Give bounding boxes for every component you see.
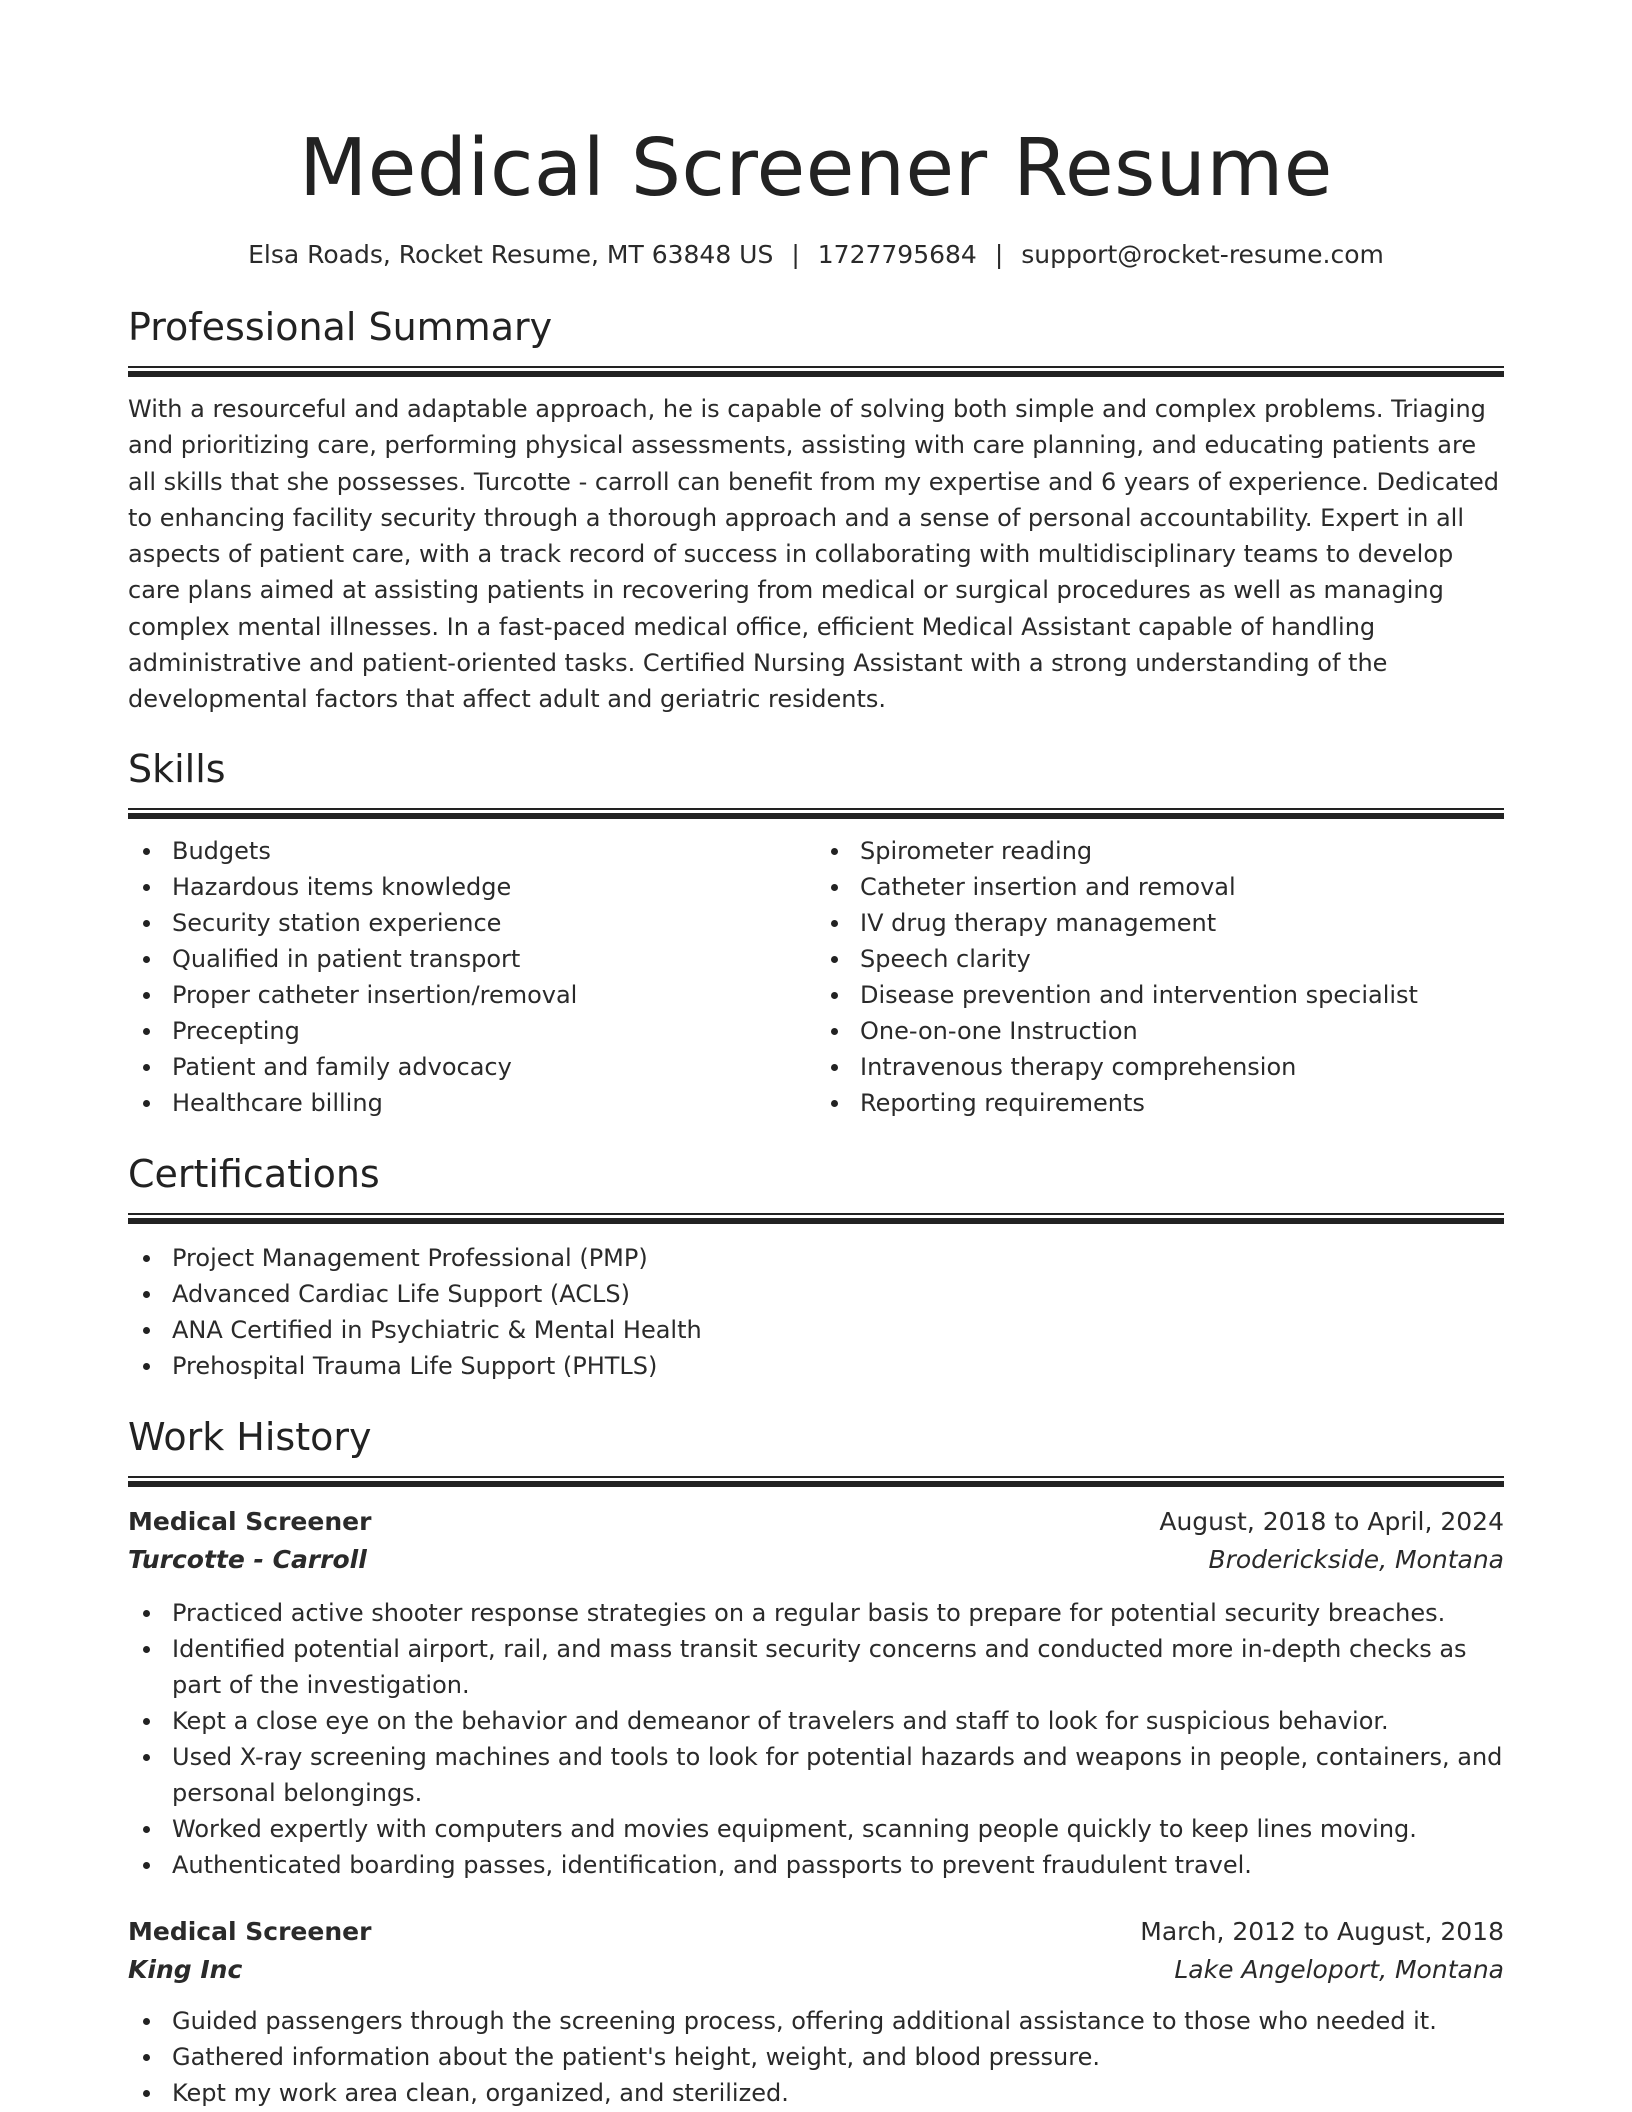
summary-section — [128, 302, 1504, 718]
job-duties-list — [128, 2003, 1504, 2111]
skill-item: Speech clarity — [816, 941, 1504, 977]
resume-title: Medical Screener Resume — [299, 122, 1333, 214]
job-company: Turcotte - Carroll — [128, 1544, 367, 1574]
section-divider — [128, 1213, 1504, 1224]
contact-separator: | — [994, 240, 1004, 269]
contact-line — [128, 238, 1504, 272]
contact-email[interactable]: support@rocket-resume.com — [1021, 240, 1384, 269]
job-title: Medical Screener — [128, 1916, 372, 1946]
skill-item: One-on-one Instruction — [816, 1013, 1504, 1049]
job-location: Lake Angeloport, Montana — [1174, 1954, 1504, 1984]
skills-list-right — [816, 833, 1504, 1121]
job-dates: March, 2012 to August, 2018 — [1140, 1916, 1504, 1946]
skills-column-left — [128, 833, 816, 1121]
contact-separator: | — [791, 240, 800, 269]
job-entry — [128, 1913, 1504, 2111]
skills-list-left — [128, 833, 816, 1121]
job-duty-item: Kept my work area clean, organized, and sterilized. — [128, 2075, 1504, 2111]
skill-item: Reporting requirements — [816, 1085, 1504, 1121]
job-company-row — [128, 1541, 1504, 1579]
job-duties-list — [128, 1595, 1504, 1883]
job-duty-item: Identified potential airport, rail, and mass transit security concerns and conducted more in-depth checks as part of the investigation. — [128, 1631, 1504, 1703]
job-duty-item: Guided passengers through the screening process, offering additional assistance to those who needed it. — [128, 2003, 1504, 2039]
skills-heading: Skills — [128, 746, 226, 791]
job-company: King Inc — [128, 1954, 243, 1984]
work-history-section — [128, 1412, 1504, 2111]
section-divider — [128, 808, 1504, 819]
job-duty-item: Worked expertly with computers and movies equipment, scanning people quickly to keep lines moving. — [128, 1811, 1504, 1847]
certifications-heading: Certifications — [128, 1151, 380, 1196]
certification-item: Prehospital Trauma Life Support (PHTLS) — [128, 1348, 1504, 1384]
section-divider — [128, 1476, 1504, 1487]
job-dates: August, 2018 to April, 2024 — [1159, 1506, 1504, 1536]
certification-item: ANA Certified in Psychiatric & Mental Health — [128, 1312, 1504, 1348]
skill-item: Patient and family advocacy — [128, 1049, 816, 1085]
job-duty-item: Gathered information about the patient's height, weight, and blood pressure. — [128, 2039, 1504, 2075]
skills-section — [128, 744, 1504, 1121]
job-duty-item: Kept a close eye on the behavior and demeanor of travelers and staff to look for suspicious behavior. — [128, 1703, 1504, 1739]
skill-item: Catheter insertion and removal — [816, 869, 1504, 905]
skill-item: IV drug therapy management — [816, 905, 1504, 941]
contact-address: Elsa Roads, Rocket Resume, MT 63848 US — [248, 240, 774, 269]
contact-phone: 1727795684 — [817, 240, 977, 269]
skill-item: Qualified in patient transport — [128, 941, 816, 977]
skill-item: Security station experience — [128, 905, 816, 941]
certification-item: Advanced Cardiac Life Support (ACLS) — [128, 1276, 1504, 1312]
job-title: Medical Screener — [128, 1506, 372, 1536]
job-duty-item: Used X-ray screening machines and tools to look for potential hazards and weapons in people, containers, and personal belongings. — [128, 1739, 1504, 1811]
certifications-section — [128, 1149, 1504, 1384]
summary-heading: Professional Summary — [128, 305, 553, 349]
skill-item: Disease prevention and intervention specialist — [816, 977, 1504, 1013]
section-divider — [128, 366, 1504, 377]
job-header-row — [128, 1913, 1504, 1951]
skills-grid — [128, 833, 1504, 1121]
skills-column-right — [816, 833, 1504, 1121]
skill-item: Hazardous items knowledge — [128, 869, 816, 905]
skill-item: Proper catheter insertion/removal — [128, 977, 816, 1013]
skill-item: Intravenous therapy comprehension — [816, 1049, 1504, 1085]
skill-item: Spirometer reading — [816, 833, 1504, 869]
skill-item: Healthcare billing — [128, 1085, 816, 1121]
job-company-row — [128, 1951, 1504, 1989]
job-duty-item: Authenticated boarding passes, identification, and passports to prevent fraudulent travel. — [128, 1847, 1504, 1883]
job-duty-item: Practiced active shooter response strategies on a regular basis to prepare for potential security breaches. — [128, 1595, 1504, 1631]
work-history-heading: Work History — [128, 1414, 372, 1459]
summary-text: With a resourceful and adaptable approach, he is capable of solving both simple and complex problems. Triaging and prioritizing care, performing physical assessments, assisting with care planning, and educating patients are all skills that she possesses. Turcotte - carroll can benefit from my expertise and 6 years of experience. Dedicated to enhancing facility security through a thorough approach and a sense of personal accountability. Expert in all aspects of patient care, with a track record of success in collaborating with multidisciplinary teams to develop care plans aimed at assisting patients in recovering from medical or surgical procedures as well as managing complex mental illnesses. In a fast-paced medical office, efficient Medical Assistant capable of handling administrative and patient-oriented tasks. Certified Nursing Assistant with a strong understanding of the developmental factors that affect adult and geriatric residents. — [128, 395, 1500, 714]
skill-item: Budgets — [128, 833, 816, 869]
certification-item: Project Management Professional (PMP) — [128, 1240, 1504, 1276]
job-location: Brodericksidе, Montana — [1208, 1544, 1504, 1574]
certifications-list — [128, 1240, 1504, 1384]
skill-item: Precepting — [128, 1013, 816, 1049]
job-entry — [128, 1503, 1504, 1883]
job-header-row — [128, 1503, 1504, 1541]
